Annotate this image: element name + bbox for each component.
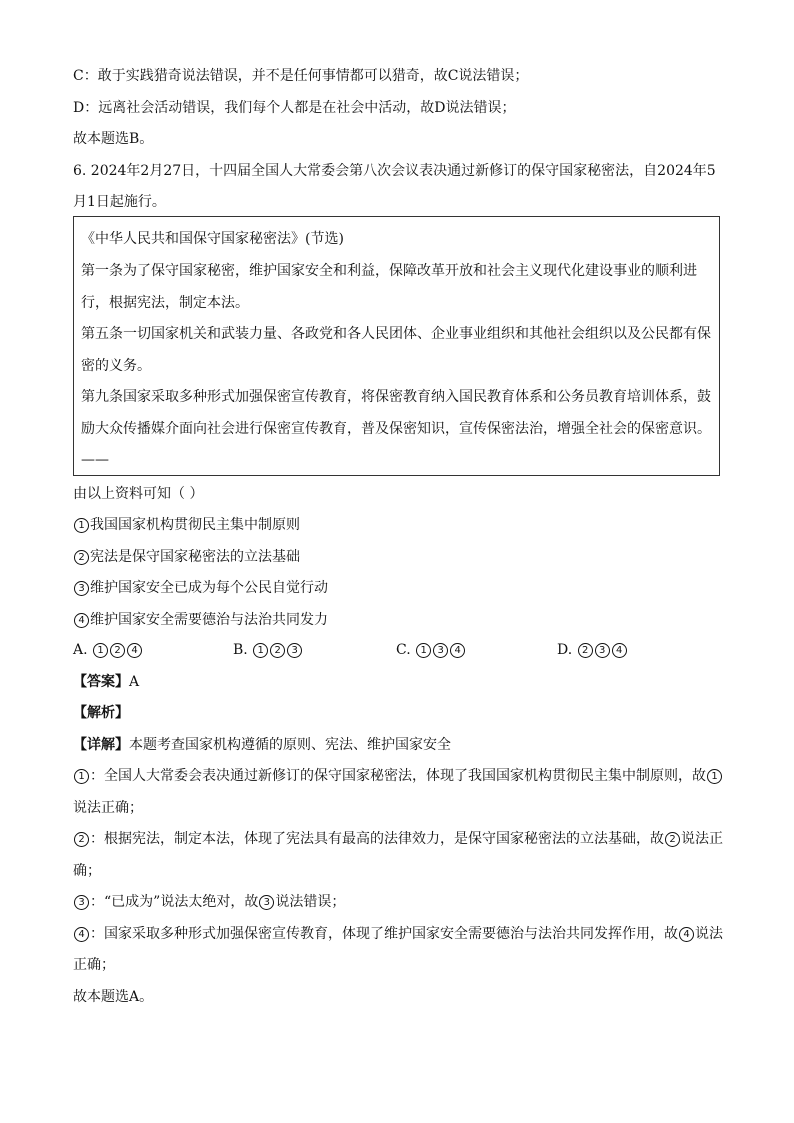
explanation-2-line1 <box>73 829 723 849</box>
option-letter: B. <box>233 642 248 658</box>
option-c <box>396 640 466 660</box>
prev-conclusion: 故本题选B。 <box>73 131 154 147</box>
answer-value: A <box>129 674 140 690</box>
statement-text: 维护国家安全已成为每个公民自觉行动 <box>90 580 328 596</box>
circled-number: 4 <box>74 613 89 628</box>
circled-number: 2 <box>110 643 125 658</box>
explanation-1-line1 <box>73 766 723 786</box>
explanation-text: 说法错误； <box>275 894 346 910</box>
circled-number: 2 <box>270 643 285 658</box>
circled-number: 2 <box>74 550 89 565</box>
detail-line <box>73 735 451 755</box>
article-9-line1: 第九条国家采取多种形式加强保密宣传教育，将保密教育纳入国民教育体系和公务员教育培训体系，鼓 <box>81 389 711 405</box>
statement-2 <box>73 547 300 567</box>
circled-number: 3 <box>595 643 610 658</box>
explanation-text: 说法正 <box>681 831 723 847</box>
article-5-line2: 密的义务。 <box>81 358 151 374</box>
statement-text: 维护国家安全需要德治与法治共同发力 <box>90 612 328 628</box>
explanation-2-line2: 确； <box>73 863 101 879</box>
circled-number: 3 <box>74 581 89 596</box>
statement-text: 宪法是保守国家秘密法的立法基础 <box>90 549 300 565</box>
prev-option-d-explanation: D：远离社会活动错误，我们每个人都是在社会中活动，故D说法错误； <box>73 100 516 116</box>
circled-number: 1 <box>416 643 431 658</box>
circled-number: 3 <box>433 643 448 658</box>
circled-number: 4 <box>612 643 627 658</box>
explanation-text: ：“已成为”说法太绝对，故 <box>90 894 259 910</box>
question-prompt: 由以上资料可知（ ） <box>73 486 204 502</box>
explanation-3 <box>73 892 345 912</box>
option-letter: D. <box>557 642 573 658</box>
article-1-line2: 行，根据宪法，制定本法。 <box>81 295 249 311</box>
circled-number: 3 <box>287 643 302 658</box>
question-stem-line1: 6. 2024年2月27日，十四届全国人大常委会第八次会议表决通过新修订的保守国家秘密法，自2024年5 <box>73 163 716 179</box>
explanation-text: ：国家采取多种形式加强保密宣传教育，体现了维护国家安全需要德治与法治共同发挥作用，故 <box>90 926 678 942</box>
explanation-4-line2: 正确； <box>73 957 115 973</box>
circled-number: 4 <box>679 927 694 942</box>
explanation-text: 说法 <box>695 926 723 942</box>
statement-4 <box>73 610 328 630</box>
excerpt-dash: —— <box>81 452 109 468</box>
detail-text: 本题考查国家机构遵循的原则、宪法、维护国家安全 <box>129 737 451 753</box>
explanation-text: ：根据宪法，制定本法，体现了宪法具有最高的法律效力，是保守国家秘密法的立法基础，故 <box>90 831 664 847</box>
circled-number: 2 <box>578 643 593 658</box>
circled-number: 4 <box>450 643 465 658</box>
answer-conclusion: 故本题选A。 <box>73 989 154 1005</box>
circled-number: 1 <box>74 518 89 533</box>
detail-label: 【详解】 <box>73 737 129 753</box>
law-excerpt-box <box>73 216 720 476</box>
statement-text: 我国国家机构贯彻民主集中制原则 <box>90 517 300 533</box>
option-letter: A. <box>73 642 88 658</box>
article-5-line1: 第五条一切国家机关和武装力量、各政党和各人民团体、企业事业组织和其他社会组织以及公民都有保 <box>81 326 711 342</box>
answer-line <box>73 672 139 692</box>
circled-number: 2 <box>74 832 89 847</box>
circled-number: 2 <box>665 832 680 847</box>
option-d <box>557 640 628 660</box>
circled-number: 1 <box>74 769 89 784</box>
question-stem-line2: 月1日起施行。 <box>73 194 166 210</box>
circled-number: 4 <box>127 643 142 658</box>
explanation-text: ：全国人大常委会表决通过新修订的保守国家秘密法，体现了我国国家机构贯彻民主集中制原则，故 <box>90 768 706 784</box>
circled-number: 4 <box>74 927 89 942</box>
statement-1 <box>73 515 300 535</box>
option-b <box>233 640 303 660</box>
circled-number: 1 <box>93 643 108 658</box>
explanation-1-line2: 说法正确； <box>73 800 143 816</box>
excerpt-title: 《中华人民共和国保守国家秘密法》(节选) <box>81 231 344 247</box>
option-letter: C. <box>396 642 411 658</box>
circled-number: 3 <box>74 895 89 910</box>
circled-number: 1 <box>253 643 268 658</box>
article-1-line1: 第一条为了保守国家秘密，维护国家安全和利益，保障改革开放和社会主义现代化建设事业的顺利进 <box>81 263 697 279</box>
answer-label: 【答案】 <box>73 674 129 690</box>
article-9-line2: 励大众传播媒介面向社会进行保密宣传教育，普及保密知识，宣传保密法治，增强全社会的保密意识。 <box>81 421 711 437</box>
circled-number: 1 <box>707 769 722 784</box>
explanation-4-line1 <box>73 924 723 944</box>
analysis-label: 【解析】 <box>73 705 129 721</box>
option-a <box>73 640 143 660</box>
statement-3 <box>73 578 328 598</box>
prev-option-c-explanation: C：敢于实践猎奇说法错误，并不是任何事情都可以猎奇，故C说法错误； <box>73 68 529 84</box>
circled-number: 3 <box>259 895 274 910</box>
